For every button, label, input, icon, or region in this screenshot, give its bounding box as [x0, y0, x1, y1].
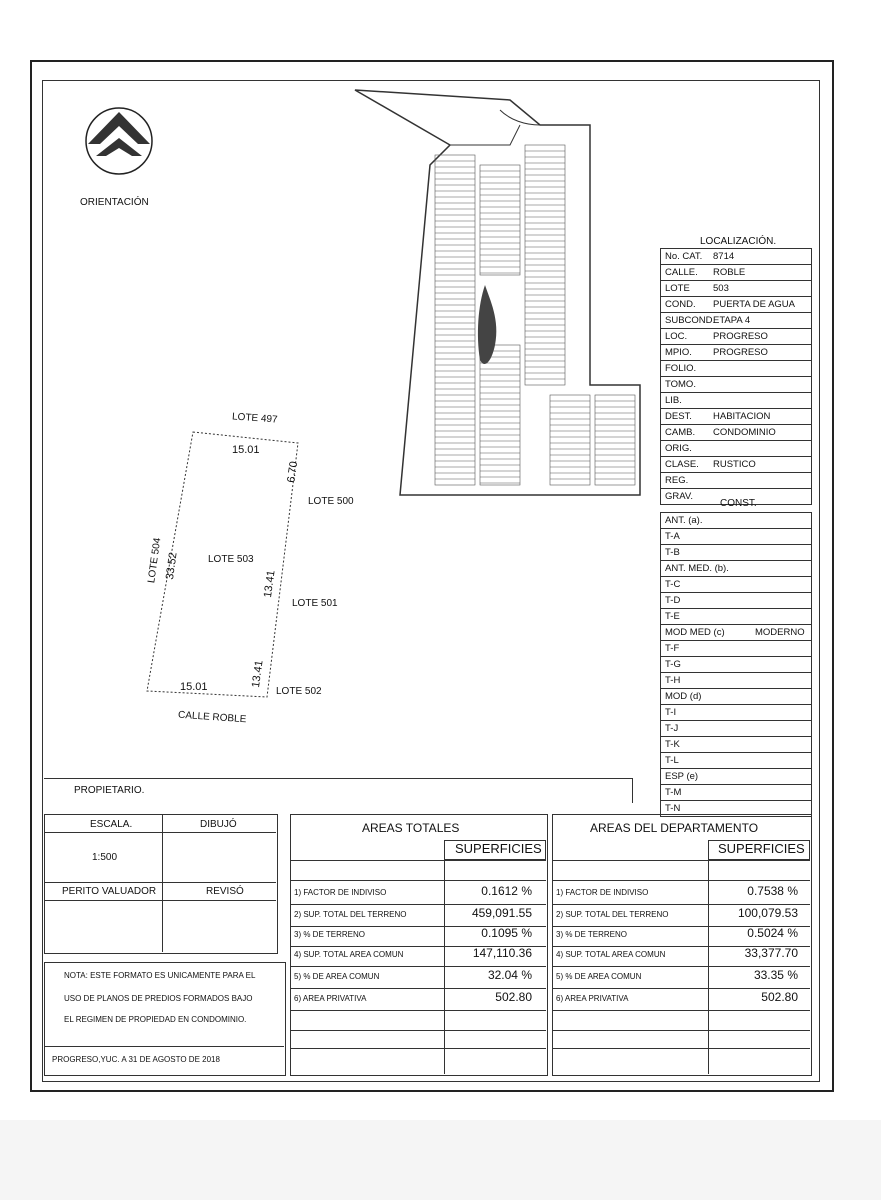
table-row: [661, 673, 811, 689]
table-row: [661, 625, 811, 641]
row-key: MOD MED (c): [665, 627, 725, 638]
row-key: MOD (d): [665, 691, 702, 702]
reviso-label: REVISÓ: [206, 886, 244, 897]
const-title: CONST.: [720, 498, 757, 509]
table-row: [661, 545, 811, 561]
area-row-value: 100,079.53: [737, 906, 798, 920]
table-row: [661, 529, 811, 545]
dim-bottom: 15.01: [180, 681, 208, 693]
note-line-3: EL REGIMEN DE PROPIEDAD EN CONDOMINIO.: [64, 1015, 247, 1024]
note-line-2: USO DE PLANOS DE PREDIOS FORMADOS BAJO: [64, 994, 253, 1003]
row-key: T-G: [665, 659, 681, 670]
street-label: CALLE ROBLE: [177, 709, 247, 726]
row-key: T-A: [665, 531, 680, 542]
row-key: CAMB.: [665, 427, 696, 438]
table-row: [661, 441, 811, 457]
area-row-label: 4) SUP. TOTAL AREA COMUN: [556, 950, 666, 959]
scale-box: [44, 814, 278, 954]
localizacion-table: [660, 248, 812, 505]
row-key: REG.: [665, 475, 689, 486]
table-row: [661, 561, 811, 577]
table-row: [661, 513, 811, 529]
table-row: [661, 265, 811, 281]
area-row-label: 6) AREA PRIVATIVA: [556, 994, 629, 1003]
row-value: ETAPA 4: [713, 315, 751, 326]
row-key: MPIO.: [665, 347, 692, 358]
table-row: [661, 753, 811, 769]
table-row: [661, 769, 811, 785]
table-row: [661, 785, 811, 801]
perito-label: PERITO VALUADOR: [62, 886, 157, 897]
area-row-value: 33.35 %: [753, 968, 798, 982]
row-key: T-L: [665, 755, 679, 766]
row-key: T-C: [665, 579, 681, 590]
area-row-label: 1) FACTOR DE INDIVISO: [294, 888, 387, 897]
place-date: PROGRESO,YUC. A 31 DE AGOSTO DE 2018: [52, 1055, 220, 1064]
areas-totales-col-header: SUPERFICIES: [455, 841, 542, 856]
row-value: HABITACION: [713, 411, 771, 422]
row-key: T-H: [665, 675, 681, 686]
table-row: [661, 249, 811, 265]
area-row-value: 502.80: [495, 990, 532, 1004]
areas-departamento-title: AREAS DEL DEPARTAMENTO: [590, 821, 759, 835]
row-value: ROBLE: [713, 267, 746, 278]
row-key: ESP (e): [665, 771, 699, 782]
area-row-label: 2) SUP. TOTAL DEL TERRENO: [294, 910, 407, 919]
table-row: [661, 377, 811, 393]
row-key: DEST.: [665, 411, 692, 422]
site-plan-drawing: [350, 85, 650, 515]
lote-right-bottom-label: LOTE 502: [276, 686, 322, 697]
areas-totales-title: AREAS TOTALES: [362, 821, 460, 835]
row-key: FOLIO.: [665, 363, 697, 374]
area-row-label: 5) % DE AREA COMUN: [294, 972, 380, 981]
dibujo-label: DIBUJÓ: [200, 819, 237, 830]
row-key: LIB.: [665, 395, 682, 406]
table-row: [661, 705, 811, 721]
row-key: CALLE.: [665, 267, 698, 278]
row-key: ANT. (a).: [665, 515, 703, 526]
row-key: SUBCOND.: [665, 315, 716, 326]
row-key: COND.: [665, 299, 696, 310]
table-row: [661, 721, 811, 737]
escala-label: ESCALA.: [90, 819, 133, 830]
row-key: No. CAT.: [665, 251, 703, 262]
row-key: T-B: [665, 547, 680, 558]
row-key: LOTE: [665, 283, 690, 294]
areas-departamento-col-header: SUPERFICIES: [718, 841, 805, 856]
lote-top-label: LOTE 497: [231, 411, 278, 426]
area-row-value: 0.1095 %: [481, 926, 532, 940]
table-row: [661, 345, 811, 361]
area-row-value: 459,091.55: [471, 906, 532, 920]
table-row: [661, 657, 811, 673]
area-row-label: 3) % DE TERRENO: [294, 930, 365, 939]
scan-bottom-margin: [0, 1120, 881, 1200]
area-row-label: 4) SUP. TOTAL AREA COMUN: [294, 950, 404, 959]
area-row-value: 32.04 %: [487, 968, 532, 982]
table-row: [661, 473, 811, 489]
table-row: [661, 737, 811, 753]
dim-right-mid: 13.41: [261, 569, 278, 599]
escala-value: 1:500: [92, 852, 118, 863]
row-key: CLASE.: [665, 459, 699, 470]
dim-top: 15.01: [232, 444, 260, 456]
lote-center-label: LOTE 503: [208, 554, 254, 565]
lote-right-top-label: LOTE 500: [308, 496, 354, 507]
note-line-1: NOTA: ESTE FORMATO ES UNICAMENTE PARA EL: [64, 971, 256, 980]
row-key: ORIG.: [665, 443, 692, 454]
row-value: MODERNO: [755, 627, 805, 638]
row-key: T-M: [665, 787, 682, 798]
north-arrow-icon: [82, 104, 156, 178]
localizacion-title: LOCALIZACIÓN.: [700, 236, 777, 247]
row-key: T-J: [665, 723, 679, 734]
row-key: T-D: [665, 595, 681, 606]
table-row: [661, 409, 811, 425]
row-key: T-I: [665, 707, 677, 718]
table-row: [661, 313, 811, 329]
table-row: [661, 641, 811, 657]
table-row: [661, 577, 811, 593]
lote-right-mid-label: LOTE 501: [292, 598, 338, 609]
row-key: T-F: [665, 643, 680, 654]
area-row-value: 0.1612 %: [481, 884, 532, 898]
table-row: [661, 297, 811, 313]
area-row-label: 5) % DE AREA COMUN: [556, 972, 642, 981]
area-row-label: 6) AREA PRIVATIVA: [294, 994, 367, 1003]
row-value: 503: [713, 283, 729, 294]
row-value: PROGRESO: [713, 331, 768, 342]
table-row: [661, 329, 811, 345]
table-row: [661, 425, 811, 441]
propietario-label: PROPIETARIO.: [74, 785, 145, 796]
area-row-value: 147,110.36: [472, 946, 532, 960]
row-value: PROGRESO: [713, 347, 768, 358]
row-value: 8714: [713, 251, 735, 262]
table-row: [661, 593, 811, 609]
dim-left: 33.52: [163, 551, 180, 581]
lote-left-label: LOTE 504: [146, 537, 164, 584]
table-row: [661, 361, 811, 377]
area-row-value: 33,377.70: [744, 946, 798, 960]
area-row-label: 2) SUP. TOTAL DEL TERRENO: [556, 910, 669, 919]
row-key: LOC.: [665, 331, 688, 342]
orientation-label: ORIENTACIÓN: [80, 197, 149, 208]
table-row: [661, 281, 811, 297]
area-row-value: 502.80: [761, 990, 798, 1004]
area-row-value: 0.7538 %: [747, 884, 798, 898]
area-row-label: 1) FACTOR DE INDIVISO: [556, 888, 649, 897]
row-key: GRAV.: [665, 491, 693, 502]
dim-right-bottom: 13.41: [249, 659, 266, 689]
row-key: T-K: [665, 739, 680, 750]
area-row-value: 0.5024 %: [747, 926, 798, 940]
const-table: [660, 512, 812, 817]
row-value: RUSTICO: [713, 459, 756, 470]
table-row: [661, 393, 811, 409]
table-row: [661, 609, 811, 625]
area-row-label: 3) % DE TERRENO: [556, 930, 627, 939]
row-key: ANT. MED. (b).: [665, 563, 729, 574]
row-value: PUERTA DE AGUA: [713, 299, 796, 310]
table-row: [661, 457, 811, 473]
row-key: T-N: [665, 803, 681, 814]
row-key: TOMO.: [665, 379, 696, 390]
row-key: T-E: [665, 611, 680, 622]
dim-right-top: 6.70: [285, 460, 301, 484]
table-row: [661, 689, 811, 705]
row-value: CONDOMINIO: [713, 427, 776, 438]
